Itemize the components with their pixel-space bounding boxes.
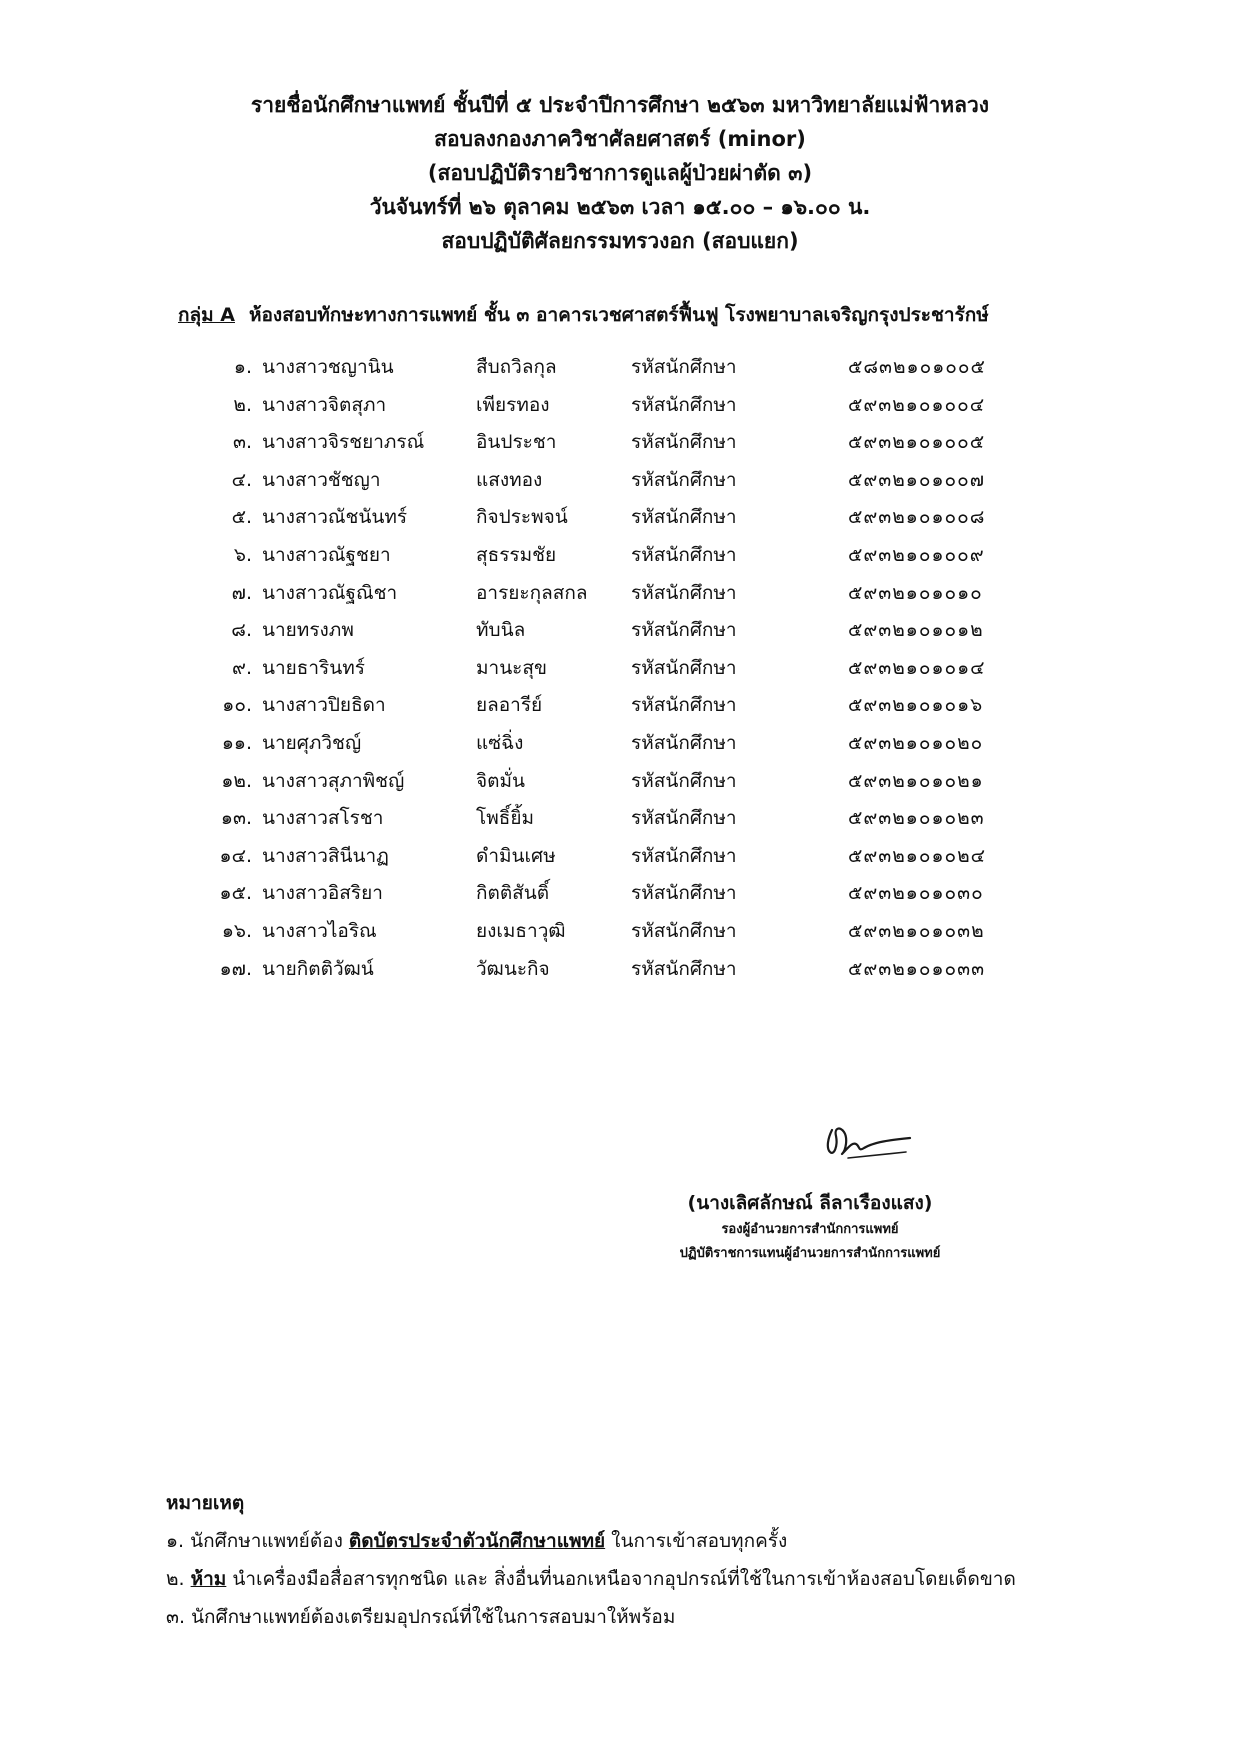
student-number: ๑๕. — [219, 882, 252, 905]
student-last-name: ยลอารีย์ — [476, 694, 543, 717]
student-id-label: รหัสนักศึกษา — [631, 581, 737, 604]
student-number: ๙. — [232, 656, 252, 679]
note-emphasis: ติดบัตรประจำตัวนักศึกษาแพทย์ — [348, 1530, 606, 1552]
student-id: ๕๙๓๒๑๐๑๐๒๓ — [848, 807, 985, 830]
header-title: รายชื่อนักศึกษาแพทย์ ชั้นปีที่ ๕ ประจำปีการศึกษา ๒๕๖๓ มหาวิทยาลัยแม่ฟ้าหลวง — [250, 93, 990, 117]
student-number: ๖. — [233, 543, 252, 566]
student-number: ๑๑. — [221, 731, 252, 754]
student-first-name: นางสาวชญานิน — [262, 356, 394, 378]
student-first-name: นางสาวปิยธิดา — [262, 694, 386, 717]
note-item — [166, 1522, 1126, 1560]
student-list — [0, 352, 1240, 991]
student-id-label: รหัสนักศึกษา — [631, 769, 737, 792]
student-row — [0, 427, 1240, 465]
student-first-name: นายศุภวิชญ์ — [262, 731, 362, 754]
student-first-name: นางสาวณัชนันทร์ — [262, 506, 408, 529]
student-id-label: รหัสนักศึกษา — [631, 356, 737, 378]
student-row — [0, 803, 1240, 841]
student-id: ๕๙๓๒๑๐๑๐๐๕ — [848, 431, 986, 454]
student-first-name: นายกิตติวัฒน์ — [262, 957, 374, 980]
note-item — [166, 1560, 1126, 1598]
student-last-name: แซ่ฉิ่ง — [476, 731, 524, 754]
student-row — [0, 653, 1240, 691]
student-id: ๕๙๓๒๑๐๑๐๑๔ — [848, 656, 986, 679]
student-number: ๕. — [231, 506, 252, 529]
student-number: ๔. — [231, 468, 252, 491]
note-item: ๓. นักศึกษาแพทย์ต้องเตรียมอุปกรณ์ที่ใช้ในการสอบมาให้พร้อม — [166, 1606, 676, 1628]
student-number: ๑๖. — [221, 919, 252, 942]
student-first-name: นางสาวไอริณ — [262, 919, 377, 942]
student-number: ๑๔. — [219, 844, 252, 867]
student-row — [0, 841, 1240, 879]
student-id: ๕๙๓๒๑๐๑๐๐๔ — [848, 393, 986, 416]
header-course: (สอบปฏิบัติรายวิชาการดูแลผู้ป่วยผ่าตัด ๓) — [427, 161, 813, 185]
student-first-name: นางสาวสินีนาฏ — [262, 844, 389, 867]
student-id-label: รหัสนักศึกษา — [631, 919, 737, 942]
student-last-name: กิจประพจน์ — [476, 506, 568, 529]
student-last-name: ทับนิล — [476, 619, 526, 642]
note-text: ในการเข้าสอบทุกครั้ง — [605, 1530, 788, 1552]
student-id: ๕๙๓๒๑๐๑๐๓๓ — [848, 957, 986, 980]
note-text: นำเครื่องมือสื่อสารทุกชนิด และ สิ่งอื่นที่นอกเหนือจากอุปกรณ์ที่ใช้ในการเข้าห้องสอบโดยเด็ดขาด — [226, 1568, 1016, 1590]
student-id-label: รหัสนักศึกษา — [631, 882, 737, 905]
student-row — [0, 916, 1240, 954]
student-last-name: อินประชา — [476, 431, 557, 454]
student-first-name: นางสาวสโรชา — [262, 807, 384, 830]
signer-acting-title: ปฏิบัติราชการแทนผู้อำนวยการสำนักการแพทย์ — [679, 1246, 941, 1261]
student-id: ๕๙๓๒๑๐๑๐๒๐ — [848, 731, 984, 754]
student-id-label: รหัสนักศึกษา — [631, 468, 737, 491]
student-last-name: อารยะกุลสกล — [476, 581, 588, 604]
signature-block — [640, 1188, 980, 1266]
document-header — [0, 88, 1240, 258]
student-number: ๘. — [231, 619, 252, 642]
student-row — [0, 540, 1240, 578]
handwritten-signature — [818, 1108, 918, 1168]
student-row — [0, 954, 1240, 992]
student-id: ๕๘๓๒๑๐๑๐๐๕ — [848, 356, 986, 378]
student-id-label: รหัสนักศึกษา — [631, 431, 737, 454]
note-text: ๒. — [166, 1568, 191, 1590]
student-last-name: โพธิ์ยิ้ม — [476, 807, 534, 830]
student-id: ๕๙๓๒๑๐๑๐๐๙ — [848, 543, 985, 566]
student-first-name: นายทรงภพ — [262, 619, 354, 642]
group-room: ห้องสอบทักษะทางการแพทย์ ชั้น ๓ อาคารเวชศาสตร์ฟื้นฟู โรงพยาบาลเจริญกรุงประชารักษ์ — [249, 304, 989, 326]
student-last-name: มานะสุข — [476, 656, 547, 679]
notes-section — [166, 1484, 1126, 1636]
student-id-label: รหัสนักศึกษา — [631, 393, 737, 416]
note-text: ๑. นักศึกษาแพทย์ต้อง — [166, 1530, 349, 1552]
note-emphasis: ห้าม — [190, 1568, 227, 1590]
student-row — [0, 352, 1240, 390]
student-id-label: รหัสนักศึกษา — [631, 807, 737, 830]
student-row — [0, 690, 1240, 728]
student-id: ๕๙๓๒๑๐๑๐๑๖ — [848, 694, 984, 717]
student-id: ๕๙๓๒๑๐๑๐๐๘ — [848, 506, 986, 529]
student-id: ๕๙๓๒๑๐๑๐๐๗ — [848, 468, 986, 491]
student-id: ๕๙๓๒๑๐๑๐๓๒ — [848, 919, 985, 942]
student-first-name: นางสาวจิรชยาภรณ์ — [262, 431, 425, 454]
student-last-name: เพียรทอง — [476, 393, 550, 416]
student-last-name: จิตมั่น — [476, 769, 525, 792]
student-number: ๒. — [233, 393, 252, 416]
student-first-name: นางสาวสุภาพิชญ์ — [262, 769, 405, 792]
student-row — [0, 390, 1240, 428]
student-id-label: รหัสนักศึกษา — [631, 957, 737, 980]
student-last-name: ดำมินเศษ — [476, 844, 556, 867]
student-last-name: สืบถวิลกุล — [476, 356, 557, 378]
student-number: ๑๒. — [221, 769, 252, 792]
student-first-name: นางสาวจิตสุภา — [262, 393, 387, 416]
header-exam-type: สอบปฏิบัติศัลยกรรมทรวงอก (สอบแยก) — [441, 229, 799, 253]
student-number: ๑๗. — [219, 957, 252, 980]
student-id: ๕๙๓๒๑๐๑๐๑๐ — [848, 581, 983, 604]
student-row — [0, 728, 1240, 766]
signer-name: (นางเลิศลักษณ์ ลีลาเรืองแสง) — [687, 1192, 933, 1214]
student-last-name: สุธรรมชัย — [476, 543, 557, 566]
student-id: ๕๙๓๒๑๐๑๐๒๔ — [848, 844, 987, 867]
student-id-label: รหัสนักศึกษา — [631, 844, 737, 867]
student-id: ๕๙๓๒๑๐๑๐๑๒ — [848, 619, 984, 642]
student-row — [0, 878, 1240, 916]
student-number: ๓. — [232, 431, 252, 454]
student-id: ๕๙๓๒๑๐๑๐๓๐ — [848, 882, 984, 905]
student-last-name: กิตติสันติ์ — [476, 882, 550, 905]
student-first-name: นายธารินทร์ — [262, 656, 365, 679]
student-number: ๗. — [231, 581, 252, 604]
student-row — [0, 502, 1240, 540]
student-id-label: รหัสนักศึกษา — [631, 694, 737, 717]
student-id: ๕๙๓๒๑๐๑๐๒๑ — [848, 769, 984, 792]
student-number: ๑. — [233, 356, 252, 378]
header-datetime: วันจันทร์ที่ ๒๖ ตุลาคม ๒๕๖๓ เวลา ๑๕.๐๐ – ๑๖.๐๐ น. — [369, 195, 871, 219]
student-id-label: รหัสนักศึกษา — [631, 731, 737, 754]
student-row — [0, 615, 1240, 653]
student-first-name: นางสาวชัชญา — [262, 468, 381, 491]
student-number: ๑๓. — [220, 807, 252, 830]
student-last-name: ยงเมธาวุฒิ — [476, 919, 566, 942]
student-id-label: รหัสนักศึกษา — [631, 656, 737, 679]
student-row — [0, 766, 1240, 804]
student-row — [0, 465, 1240, 503]
student-id-label: รหัสนักศึกษา — [631, 619, 737, 642]
student-last-name: แสงทอง — [476, 468, 543, 491]
student-number: ๑๐. — [222, 694, 252, 717]
student-row — [0, 578, 1240, 616]
header-department: สอบลงกองภาควิชาศัลยศาสตร์ (minor) — [434, 127, 806, 151]
group-heading — [178, 300, 989, 330]
student-last-name: วัฒนะกิจ — [476, 957, 550, 980]
student-first-name: นางสาวอิสริยา — [262, 882, 383, 905]
student-first-name: นางสาวณัฐณิชา — [262, 581, 398, 604]
notes-title: หมายเหตุ — [166, 1492, 245, 1514]
group-label: กลุ่ม A — [178, 304, 235, 326]
student-first-name: นางสาวณัฐชยา — [262, 543, 391, 566]
signer-title: รองผู้อำนวยการสำนักการแพทย์ — [721, 1222, 899, 1237]
student-id-label: รหัสนักศึกษา — [631, 506, 737, 529]
student-id-label: รหัสนักศึกษา — [631, 543, 737, 566]
